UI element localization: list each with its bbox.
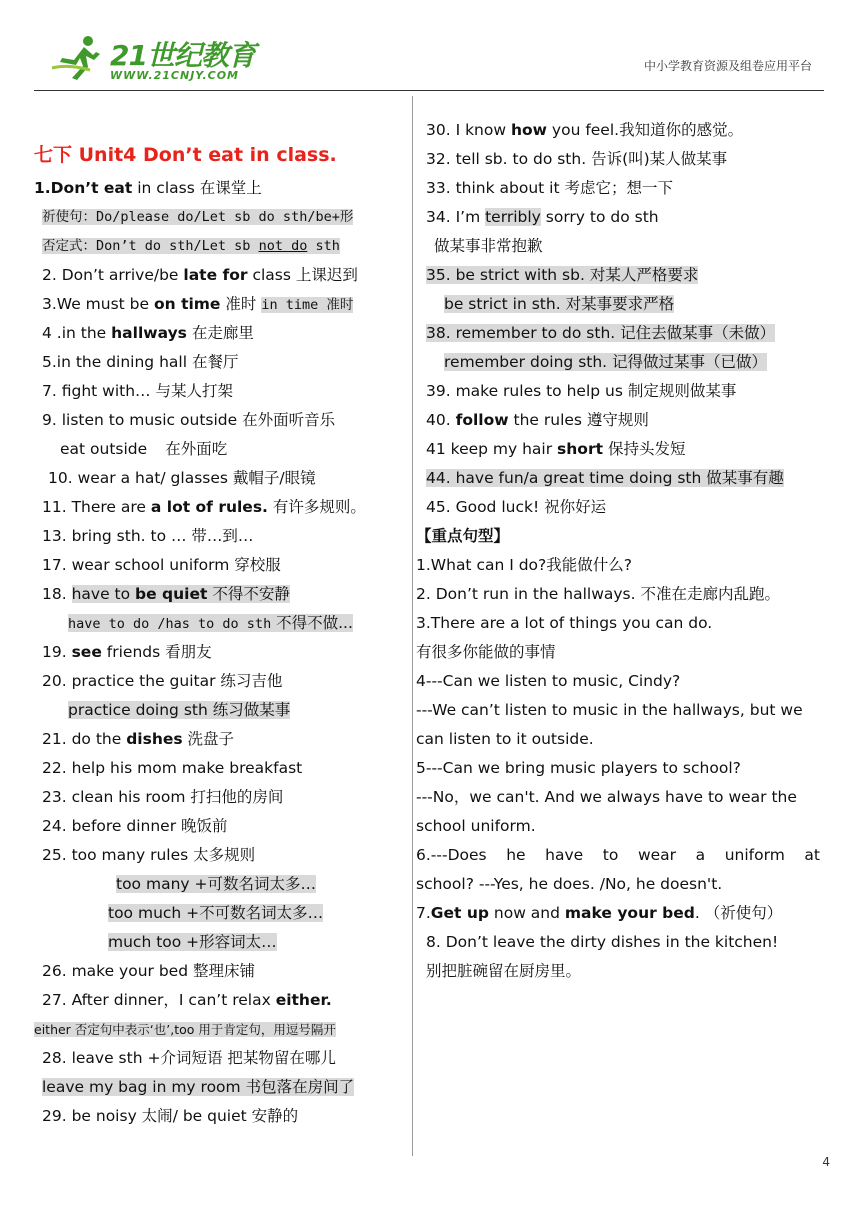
item-text: dishes [126, 730, 183, 748]
item-text: 18. [42, 585, 72, 603]
item-text: 11. There are [42, 498, 151, 516]
list-item [416, 435, 820, 464]
item-translation: 不得不做... [271, 614, 353, 632]
page-title: 七下 Unit4 Don’t eat in class. [34, 144, 337, 166]
item-text: too many +可数名词太多… [116, 875, 316, 893]
list-item [34, 493, 406, 522]
item-text: 2. Don’t arrive/be [42, 266, 184, 284]
item-text: on time [153, 295, 221, 313]
list-item: 别把脏碗留在厨房里。 [426, 962, 582, 980]
item-translation: 有许多规则。 [267, 498, 366, 516]
item-translation: 不得不安静 [207, 585, 290, 603]
item-text: 29. be noisy [42, 1107, 142, 1125]
item-text: 39. make rules to help us [426, 382, 628, 400]
item-text: you feel.我知道你的感觉。 [546, 121, 744, 139]
list-item [34, 203, 406, 232]
item-text: 9. listen to music outside [42, 411, 243, 429]
item-text: hallways [111, 324, 187, 342]
list-item [416, 348, 820, 377]
list-item [34, 1015, 406, 1044]
list-item [416, 174, 820, 203]
item-text: a lot of rules. [150, 498, 268, 516]
list-item [34, 406, 406, 435]
item-text: 41 keep my hair [426, 440, 558, 458]
list-item [34, 812, 406, 841]
item-text: 32. tell sb. to do sth. [426, 150, 592, 168]
list-item: 13. bring sth. to … 带…到… [42, 527, 254, 545]
item-translation: 在餐厅 [191, 353, 239, 371]
item-text: much too +形容词太… [108, 933, 277, 951]
item-text: the rules [508, 411, 587, 429]
item-text: in time 准时 [261, 297, 354, 313]
logo [46, 32, 256, 88]
item-translation: 做某事有趣 [706, 469, 784, 487]
list-item [34, 696, 406, 725]
item-text: 21. do the [42, 730, 127, 748]
list-item [34, 609, 406, 638]
list-item: 45. Good luck! 祝你好运 [426, 498, 607, 516]
item-text: 23. clean his room [42, 788, 191, 806]
list-item [34, 464, 406, 493]
item-text: 35. be strict with sb. [426, 266, 590, 284]
list-item: ---No，we can't. And we always have to wear the [416, 788, 797, 806]
item-text: 26. make your bed [42, 962, 193, 980]
list-item: 8. Don’t leave the dirty dishes in the kitchen! [426, 933, 779, 951]
list-item [34, 667, 406, 696]
item-text: leave my bag in my room [42, 1078, 241, 1096]
item-translation: 洗盘子 [182, 730, 235, 748]
item-text: 1.Don’t eat [34, 179, 133, 197]
item-text: 7. fight with… [42, 382, 156, 400]
item-text: 17. wear school uniform [42, 556, 235, 574]
item-text: 祈使句：Do/please do/Let sb do sth/be+形 [42, 209, 354, 225]
item-translation: 晚饭前 [181, 817, 228, 835]
item-translation: 书包落在房间了 [240, 1078, 355, 1096]
item-translation: 保持头发短 [603, 440, 686, 458]
item-translation: 制定规则做某事 [627, 382, 737, 400]
item-text: 3.We must be [42, 295, 154, 313]
list-item: school uniform. [416, 817, 536, 835]
item-text: be quiet [135, 585, 208, 603]
list-item [34, 435, 406, 464]
item-translation: 对某事要求严格 [565, 295, 675, 313]
item-translation: 穿校服 [234, 556, 281, 574]
list-item [34, 174, 406, 203]
item-translation: 在外面吃 [165, 440, 228, 458]
list-item [34, 377, 406, 406]
list-item [416, 580, 820, 609]
list-item: school? ---Yes, he does. /No, he doesn't. [416, 875, 723, 893]
list-item [34, 319, 406, 348]
column-divider [412, 96, 413, 1156]
item-text: 33. think about it [426, 179, 565, 197]
item-text: Get up [430, 904, 489, 922]
list-item [34, 899, 406, 928]
list-item [34, 783, 406, 812]
section-heading: 【重点句型】 [416, 527, 510, 545]
runner-logo-icon [50, 34, 108, 82]
item-text: 5.in the dining hall [42, 353, 192, 371]
list-item [416, 319, 820, 348]
item-translation: 遵守规则 [586, 411, 649, 429]
list-item: 1.What can I do?我能做什么? [416, 556, 632, 574]
item-translation: 太多规则 [193, 846, 256, 864]
item-translation: 打扫他的房间 [190, 788, 284, 806]
list-item [34, 870, 406, 899]
item-text: too much +不可数名词太多… [108, 904, 324, 922]
item-translation: 在走廊里 [186, 324, 254, 342]
item-text: 24. before dinner [42, 817, 182, 835]
item-text: 否定式：Don’t do sth/Let sb [42, 238, 259, 254]
item-translation: 对某人严格要求 [589, 266, 699, 284]
item-text: see [71, 643, 102, 661]
left-column [34, 116, 406, 1131]
item-text: eat outside [60, 440, 148, 458]
item-translation: 在课堂上 [199, 179, 262, 197]
item-translation: 看朋友 [165, 643, 212, 661]
item-translation: 考虑它；想一下 [564, 179, 673, 197]
list-item [416, 899, 820, 928]
list-item: can listen to it outside. [416, 730, 594, 748]
item-text: now and [488, 904, 565, 922]
item-text: 40. [426, 411, 456, 429]
item-text: 27. After dinner，I can’t relax [42, 991, 276, 1009]
right-column [416, 116, 820, 986]
item-text: 7. [416, 904, 431, 922]
list-item [34, 638, 406, 667]
page-number: 4 [822, 1155, 830, 1169]
item-translation: 太闹 [141, 1107, 173, 1125]
item-text: how [510, 121, 547, 139]
item-text: late for [183, 266, 248, 284]
page-header [0, 0, 860, 95]
item-text: remember doing sth. [444, 353, 613, 371]
item-text: have to do /has to do sth [68, 616, 272, 632]
item-text: class [247, 266, 296, 284]
item-text: short [557, 440, 604, 458]
item-text: / be quiet [172, 1107, 252, 1125]
item-translation: 安静的 [251, 1107, 299, 1125]
logo-main-text: 21世纪教育 [110, 39, 255, 72]
list-item [34, 986, 406, 1015]
item-translation: 练习做某事 [207, 701, 291, 719]
header-rule [34, 90, 824, 91]
list-item [34, 957, 406, 986]
list-item [416, 203, 820, 232]
list-item [34, 1102, 406, 1131]
item-translation: 整理床铺 [192, 962, 255, 980]
list-item [34, 232, 406, 261]
item-translation: 戴帽子/眼镜 [232, 469, 316, 487]
item-text: 34. I’m [426, 208, 486, 226]
item-text: 25. too many rules [42, 846, 194, 864]
item-translation: 记住去做某事（未做） [620, 324, 776, 342]
list-item: 做某事非常抱歉 [434, 237, 543, 255]
item-translation: 不准在走廊内乱跑。 [640, 585, 780, 603]
item-text: practice doing sth [68, 701, 208, 719]
item-translation: 在外面听音乐 [242, 411, 336, 429]
item-text: 44. have fun/a great time doing sth [426, 469, 707, 487]
list-item: 4---Can we listen to music, Cindy? [416, 672, 681, 690]
list-item: 有很多你能做的事情 [416, 643, 556, 661]
list-item: 22. help his mom make breakfast [42, 759, 303, 777]
item-translation: 上课迟到 [295, 266, 358, 284]
item-text: follow [455, 411, 509, 429]
list-item [416, 406, 820, 435]
list-item: 3.There are a lot of things you can do. [416, 614, 713, 632]
list-item [34, 725, 406, 754]
item-text: 19. [42, 643, 72, 661]
item-translation: 与某人打架 [155, 382, 233, 400]
item-text: terribly [485, 208, 541, 226]
list-item [416, 290, 820, 319]
list-item [34, 928, 406, 957]
item-text: either 否定句中表示‘也’,too 用于肯定句，用逗号隔开 [34, 1022, 336, 1037]
list-item: 5---Can we bring music players to school? [416, 759, 741, 777]
item-translation: 准时 [220, 295, 262, 313]
list-item: 6.---Does he have to wear a uniform at [416, 846, 820, 864]
list-item [416, 464, 820, 493]
item-text: 38. remember to do sth. [426, 324, 621, 342]
item-text: 30. I know [426, 121, 511, 139]
list-item [34, 841, 406, 870]
platform-name: 中小学教育资源及组卷应用平台 [643, 59, 812, 73]
item-text: either. [275, 991, 332, 1009]
item-translation: 告诉(叫)某人做某事 [591, 150, 728, 168]
item-text: be strict in sth. [444, 295, 566, 313]
list-item [416, 116, 820, 145]
list-item [416, 145, 820, 174]
list-item: 28. leave sth +介词短语 把某物留在哪儿 [42, 1049, 336, 1067]
item-text: 10. wear a hat/ glasses [48, 469, 233, 487]
list-item [34, 551, 406, 580]
list-item: ---We can’t listen to music in the hallways, but we [416, 701, 803, 719]
item-text: have to [71, 585, 136, 603]
list-item [34, 290, 406, 319]
logo-url-text: WWW.21CNJY.COM [110, 69, 239, 82]
list-item [416, 377, 820, 406]
item-text: 4 .in the [42, 324, 112, 342]
item-text: 20. practice the guitar [42, 672, 221, 690]
item-text: sth [307, 238, 340, 254]
item-translation: 练习吉他 [220, 672, 283, 690]
list-item [34, 348, 406, 377]
list-item [416, 261, 820, 290]
list-item [34, 1073, 406, 1102]
item-text: friends [101, 643, 166, 661]
list-item [34, 580, 406, 609]
list-item [34, 261, 406, 290]
item-text: in class [132, 179, 200, 197]
item-text: not do [258, 238, 308, 254]
item-translation: 记得做过某事（已做） [612, 353, 768, 371]
item-text: sorry to do sth [540, 208, 659, 226]
item-text: make your bed [564, 904, 695, 922]
item-text: . （祈使句） [694, 904, 783, 922]
item-text: 2. Don’t run in the hallways. [416, 585, 641, 603]
